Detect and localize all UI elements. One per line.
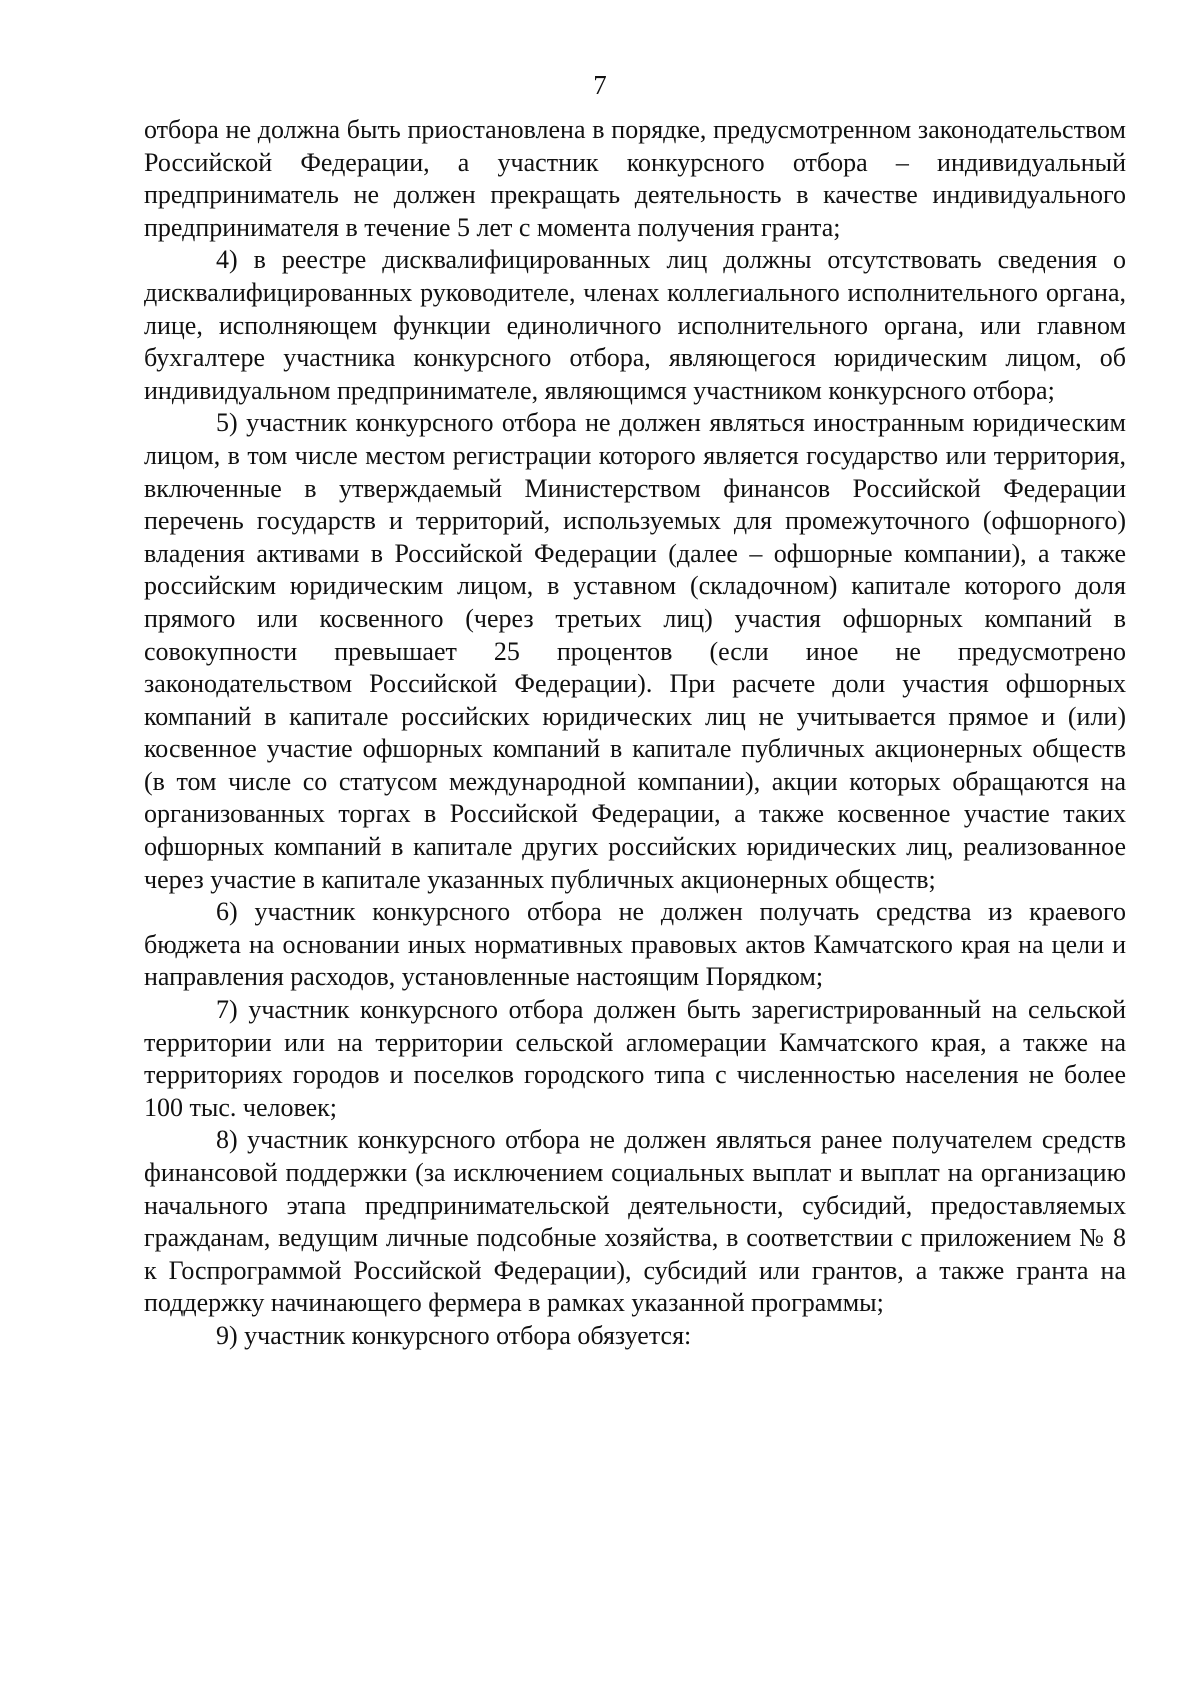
paragraph-item-6: 6) участник конкурсного отбора не должен получать средства из краевого бюджета на основании иных нормативных правовых актов Камчатского края на цели и направления расходов, установленные настоящим Порядком; — [144, 897, 1126, 992]
paragraph-item-8: 8) участник конкурсного отбора не должен являться ранее получателем средств финансовой поддержки (за исключением социальных выплат и выплат на организацию начального этапа предпринимательской деятельности, субсидий, предоставляемых гражданам, ведущим личные подсобные хозяйства, в соответствии с приложением № 8 к Госпрограммой Российской Федерации), субсидий или грантов, а также гранта на поддержку начинающего фермера в рамках указанной программы; — [144, 1125, 1126, 1318]
document-body — [144, 114, 1126, 1353]
paragraph-item-5: 5) участник конкурсного отбора не должен являться иностранным юридическим лицом, в том числе местом регистрации которого является государство или территория, включенные в утверждаемый Министерством финансов Российской Федерации перечень государств и территорий, используемых для промежуточного (офшорного) владения активами в Российской Федерации (далее – офшорные компании), а также российским юридическим лицом, в уставном (складочном) капитале которого доля прямого или косвенного (через третьих лиц) участия офшорных компаний в совокупности превышает 25 процентов (если иное не предусмотрено законодательством Российской Федерации). При расчете доли участия офшорных компаний в капитале российских юридических лиц не учитывается прямое и (или) косвенное участие офшорных компаний в капитале публичных акционерных обществ (в том числе со статусом международной компании), акции которых обращаются на организованных торгах в Российской Федерации, а также косвенное участие таких офшорных компаний в капитале других российских юридических лиц, реализованное через участие в капитале указанных публичных акционерных обществ; — [144, 408, 1126, 894]
paragraph-item-7: 7) участник конкурсного отбора должен быть зарегистрированный на сельской территории или на территории сельской агломерации Камчатского края, а также на территориях городов и поселков городского типа с численностью населения не более 100 тыс. человек; — [144, 995, 1126, 1122]
paragraph-item-4: 4) в реестре дисквалифицированных лиц должны отсутствовать сведения о дисквалифицированных руководителе, членах коллегиального исполнительного органа, лице, исполняющем функции единоличного исполнительного органа, или главном бухгалтере участника конкурсного отбора, являющегося юридическим лицом, об индивидуальном предпринимателе, являющимся участником конкурсного отбора; — [144, 245, 1126, 405]
page-number: 7 — [593, 70, 607, 100]
paragraph-continuation: отбора не должна быть приостановлена в порядке, предусмотренном законодательством Российской Федерации, а участник конкурсного отбора – индивидуальный предприниматель не должен прекращать деятельность в качестве индивидуального предпринимателя в течение 5 лет с момента получения гранта; — [144, 115, 1126, 242]
paragraph-item-9: 9) участник конкурсного отбора обязуется: — [216, 1320, 692, 1350]
